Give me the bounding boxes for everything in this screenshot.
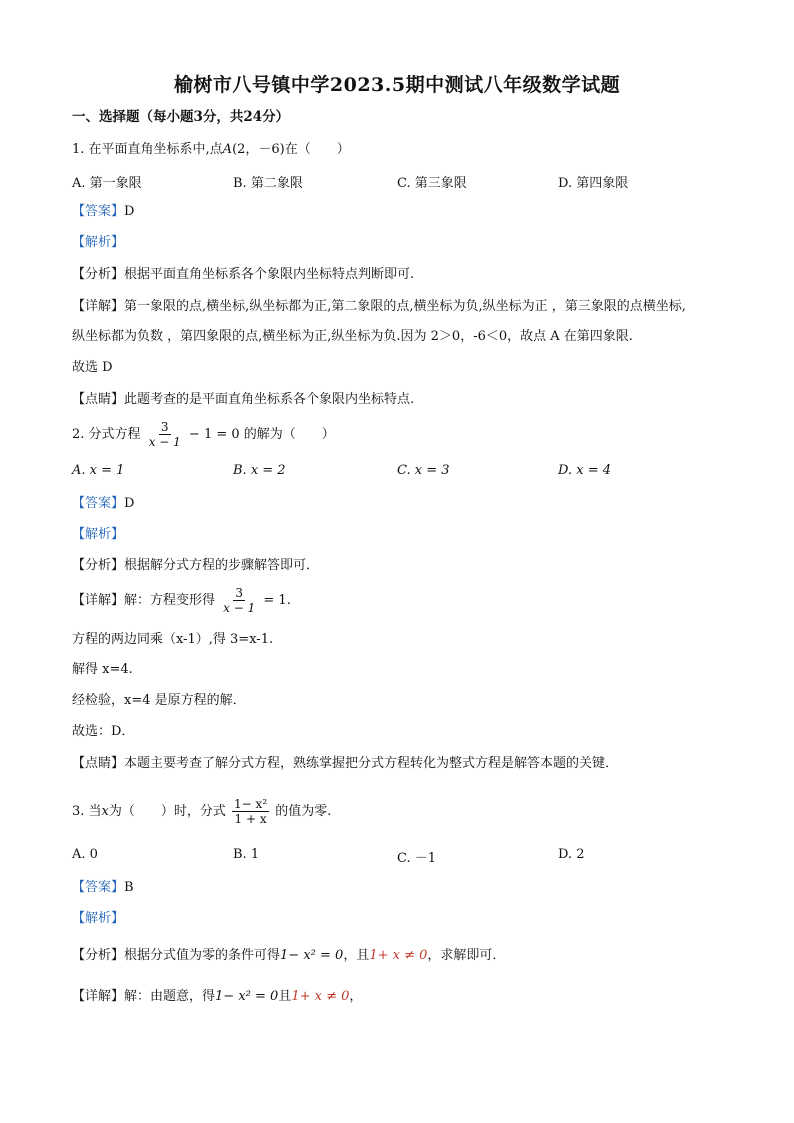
detail-tag: 【详解】 — [72, 989, 125, 1004]
q2-detail-denominator: x − 1 — [223, 601, 256, 615]
section-heading: 一、选择题（每小题3分，共24分） — [72, 109, 290, 125]
answer-tag: 【答案】 — [72, 880, 125, 895]
q3-stem-mid: 为（ ）时，分式 — [108, 804, 226, 819]
q1-choose: 故选 D — [72, 360, 113, 375]
q2-step-2: 解得 x=4. — [72, 662, 133, 677]
q1-point-label: A — [222, 142, 233, 157]
fenxi-tag: 【分析】 — [72, 948, 125, 963]
q2-fenxi — [72, 557, 319, 575]
q3-fraction-denominator: 1 + x — [234, 812, 267, 826]
q2-option-c: C. x = 3 — [397, 463, 450, 478]
dianjing-tag: 【点睛】 — [72, 392, 125, 407]
fenxi-tag: 【分析】 — [72, 558, 125, 573]
q3-stem-text: 3. 当 — [72, 804, 102, 819]
dianjing-tag: 【点睛】 — [72, 756, 125, 771]
q3-detail — [72, 988, 362, 1006]
q3-fraction-numerator: 1− x² — [234, 797, 268, 811]
q1-dianjing-text: 此题考查的是平面直角坐标系各个象限内坐标特点. — [124, 392, 415, 407]
q1-answer — [72, 203, 134, 221]
q2-detail-tail: = 1. — [263, 593, 291, 608]
question-1-stem — [72, 141, 350, 159]
q3-fenxi — [72, 947, 505, 965]
q2-stem-tail: − 1 = 0 的解为（ ） — [188, 427, 335, 442]
q1-detail-text-1: 第一象限的点,横坐标,纵坐标都为正,第二象限的点,横坐标为负,纵坐标为正 ，第三象限的点横坐标, — [124, 299, 686, 314]
q3-option-b: B. 1 — [233, 847, 260, 862]
q3-variable: x — [101, 804, 109, 819]
q1-fenxi-text: 根据平面直角坐标系各个象限内坐标特点判断即可. — [124, 267, 415, 282]
q3-fenxi-mid: ，且 — [343, 948, 370, 963]
analysis-tag: 【解析】 — [72, 527, 125, 542]
q1-detail-line-2: 纵坐标都为负数 ，第四象限的点,横坐标为正,纵坐标为负.因为 2＞0，-6＜0，故点 A 在第四象限. — [72, 329, 633, 344]
q1-stem-tail: (2，－6)在（ ） — [232, 142, 350, 157]
q2-detail-text: 解：方程变形得 — [124, 593, 216, 608]
q1-option-b: B. 第二象限 — [233, 176, 303, 191]
q1-analysis-heading — [72, 234, 124, 252]
q2-step-1: 方程的两边同乘（x-1）,得 3=x-1. — [72, 632, 274, 647]
q2-step-3: 经检验，x=4 是原方程的解． — [72, 693, 246, 708]
q3-option-c: C. －1 — [397, 851, 437, 866]
q3-answer — [72, 879, 134, 897]
q3-answer-value: B — [124, 880, 134, 895]
fenxi-tag: 【分析】 — [72, 267, 125, 282]
q1-option-c: C. 第三象限 — [397, 176, 467, 191]
q2-option-b: B. x = 2 — [233, 463, 286, 478]
q3-detail-mid: 且 — [278, 989, 292, 1004]
q1-detail-line-1 — [72, 298, 686, 316]
q2-option-a: A. x = 1 — [72, 463, 125, 478]
detail-tag: 【详解】 — [72, 593, 125, 608]
q2-answer — [72, 495, 134, 513]
answer-tag: 【答案】 — [72, 496, 125, 511]
q2-fraction-numerator: 3 — [160, 420, 169, 434]
q3-analysis-heading — [72, 910, 124, 928]
q1-stem-text: 1. 在平面直角坐标系中,点 — [72, 142, 223, 157]
q3-stem-tail: 的值为零. — [275, 804, 332, 819]
q1-fenxi — [72, 266, 414, 284]
q2-analysis-heading — [72, 526, 124, 544]
page-title: 榆树市八号镇中学2023.5期中测试八年级数学试题 — [173, 74, 621, 96]
question-2-stem — [72, 420, 335, 450]
q2-option-d: D. x = 4 — [558, 463, 611, 478]
q3-fenxi-text: 根据分式值为零的条件可得 — [124, 948, 281, 963]
q3-option-a: A. 0 — [72, 847, 98, 862]
q2-fraction-denominator: x − 1 — [148, 435, 181, 449]
q2-fraction — [147, 420, 183, 449]
q3-detail-text: 解：由题意，得 — [124, 989, 216, 1004]
q2-detail-numerator: 3 — [235, 586, 244, 600]
q1-option-d: D. 第四象限 — [558, 176, 629, 191]
q2-choose: 故选：D． — [72, 724, 135, 739]
q2-answer-value: D — [124, 496, 135, 511]
q2-dianjing — [72, 755, 618, 773]
q3-fenxi-condition: 1+ x ≠ 0 — [369, 948, 428, 963]
q3-fenxi-equation: 1− x² = 0 — [280, 948, 344, 963]
q3-fenxi-tail: ，求解即可． — [427, 948, 506, 963]
q1-dianjing — [72, 391, 414, 409]
q2-detail-fraction — [221, 586, 257, 615]
q3-detail-condition: 1+ x ≠ 0 — [291, 989, 350, 1004]
analysis-tag: 【解析】 — [72, 911, 125, 926]
q3-detail-equation: 1− x² = 0 — [215, 989, 279, 1004]
q2-stem-text: 2. 分式方程 — [72, 427, 141, 442]
q3-option-d: D. 2 — [558, 847, 585, 862]
q2-dianjing-text: 本题主要考查了解分式方程，熟练掌握把分式方程转化为整式方程是解答本题的关键． — [124, 756, 619, 771]
detail-tag: 【详解】 — [72, 299, 125, 314]
q2-fenxi-text: 根据解分式方程的步骤解答即可． — [124, 558, 320, 573]
q3-detail-tail: ， — [349, 989, 363, 1004]
answer-tag: 【答案】 — [72, 204, 125, 219]
q2-detail — [72, 586, 291, 616]
question-3-stem — [72, 795, 331, 829]
q1-answer-value: D — [124, 204, 135, 219]
analysis-tag: 【解析】 — [72, 235, 125, 250]
q1-option-a: A. 第一象限 — [72, 176, 142, 191]
q3-fraction — [232, 797, 269, 826]
